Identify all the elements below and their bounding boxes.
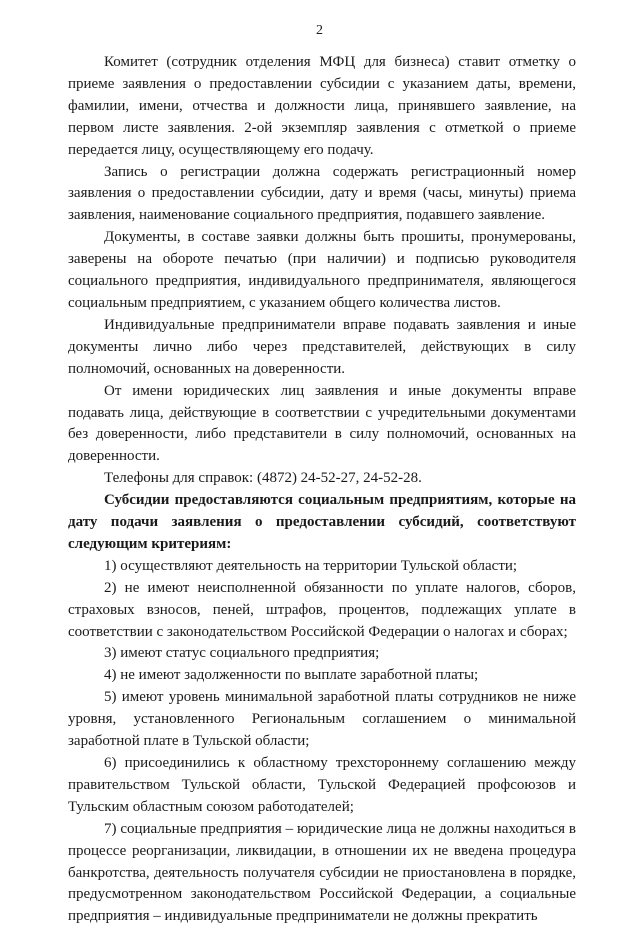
paragraph-phones: Телефоны для справок: (4872) 24-52-27, 24-52-28. (104, 470, 422, 487)
paragraph-criteria-heading: Субсидии предоставляются социальным предприятиям, которые на дату подачи заявления о предоставлении субсидий, соответствуют следующим критериям: (68, 492, 576, 552)
paragraph-registration-mark: Комитет (сотрудник отделения МФЦ для бизнеса) ставит отметку о приеме заявления о предоставлении субсидии с указанием даты, времени, фамилии, имени, отчества и должности лица, принявшего заявление, на первом листе заявления. 2-ой экземпляр заявления с отметкой о приеме передается лицу, осуществляющему его подачу. (68, 54, 576, 158)
criteria-item-6: 6) присоединились к областному трехстороннему соглашению между правительством Тульской области, Тульской Федерацией профсоюзов и Тульским областным союзом работодателей; (68, 755, 576, 815)
criteria-item-5: 5) имеют уровень минимальной заработной платы сотрудников не ниже уровня, установленного Региональным соглашением о минимальной заработной плате в Тульской области; (68, 689, 576, 750)
criteria-item-3: 3) имеют статус социального предприятия; (104, 645, 380, 662)
paragraph-documents-binding: Документы, в составе заявки должны быть прошиты, пронумерованы, заверены на обороте печатью (при наличии) и подписью руководителя социального предприятия, индивидуального предпринимателя, являющегося социальным предприятием, с указанием общего количества листов. (68, 229, 576, 311)
criteria-item-7: 7) социальные предприятия – юридические лица не должны находиться в процессе реорганизации, ликвидации, в отношении их не введена процедура банкротства, деятельность получателя субсидии не приостановлена в порядке, предусмотренном законодательством Российской Федерации, а социальные предприятия – индивидуальные предприниматели не должны прекратить (68, 820, 576, 925)
document-body (68, 52, 576, 928)
criteria-item-4: 4) не имеют задолженности по выплате заработной платы; (104, 667, 479, 684)
page-number: 2 (316, 23, 323, 38)
paragraph-legal-entities: От имени юридических лиц заявления и иные документы вправе подавать лица, действующие в соответствии с учредительными документами без доверенности, либо представители в силу полномочий, основанных на доверенности. (68, 382, 576, 465)
criteria-item-1: 1) осуществляют деятельность на территории Тульской области; (104, 557, 518, 574)
paragraph-entrepreneurs: Индивидуальные предприниматели вправе подавать заявления и иные документы лично либо через представителей, действующих в силу полномочий, основанных на доверенности. (68, 316, 576, 377)
criteria-item-2: 2) не имеют неисполненной обязанности по уплате налогов, сборов, страховых взносов, пеней, штрафов, процентов, подлежащих уплате в соответствии с законодательством Российской Федерации о налогах и сборах; (68, 579, 576, 640)
paragraph-registration-record: Запись о регистрации должна содержать регистрационный номер заявления о предоставлении субсидии, дату и время (часы, минуты) приема заявления, наименование социального предприятия, подавшего заявление. (68, 163, 576, 224)
